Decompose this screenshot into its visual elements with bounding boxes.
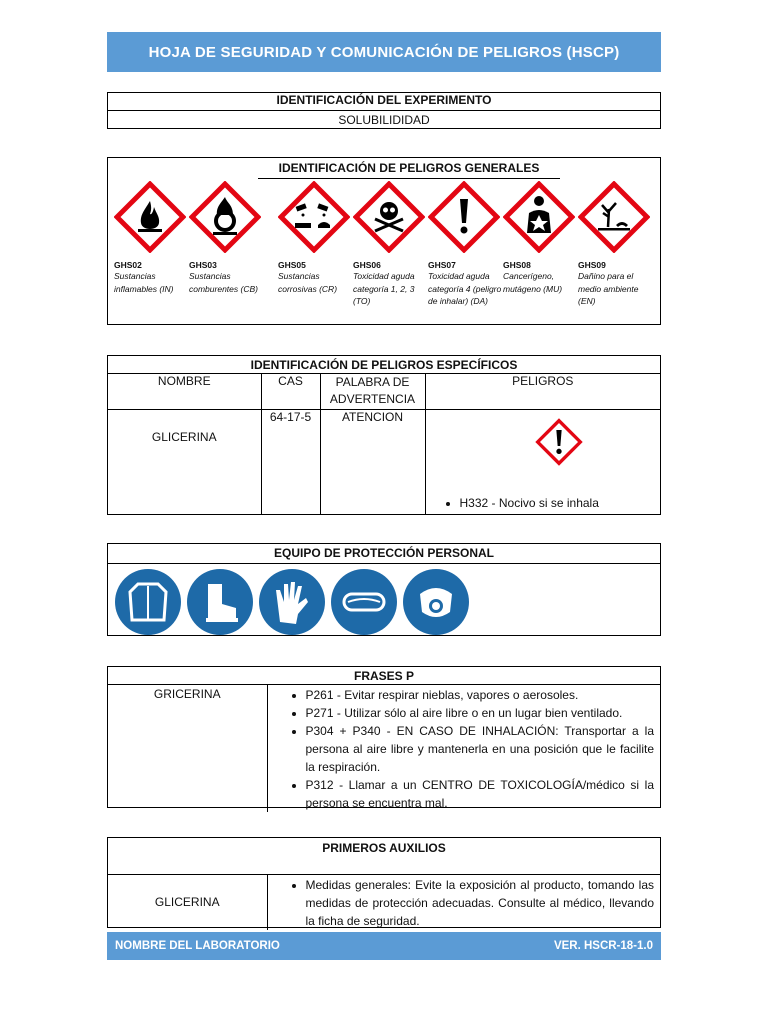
ghs-item xyxy=(189,181,278,308)
ghs-desc: Sustancias comburentes (CB) xyxy=(189,271,258,294)
safety-boot-icon xyxy=(186,568,254,636)
p-phrase-item: • P312 - Llamar a un CENTRO DE TOXICOLOGÍA/médico si la persona se encuentra mal. xyxy=(306,776,655,812)
skull-crossbones-icon xyxy=(353,181,425,253)
ghs-item xyxy=(278,181,353,308)
specific-hazards-section xyxy=(107,355,661,515)
ghs-item xyxy=(114,181,189,308)
ghs-desc: Toxicidad aguda categoría 4 (peligro de inhalar) (DA) xyxy=(428,271,502,306)
hazards-cell xyxy=(425,409,660,514)
ghs-code: GHS09 xyxy=(578,260,606,270)
ghs-item xyxy=(578,181,653,308)
flame-over-circle-icon xyxy=(189,181,261,253)
ghs-code: GHS02 xyxy=(114,260,142,270)
ppe-heading: EQUIPO DE PROTECCIÓN PERSONAL xyxy=(108,544,660,564)
glove-icon xyxy=(258,568,326,636)
general-hazards-heading: IDENTIFICACIÓN DE PELIGROS GENERALES xyxy=(258,158,560,179)
ghs-desc: Toxicidad aguda categoría 1, 2, 3 (TO) xyxy=(353,271,415,306)
first-aid-substance: GLICERINA xyxy=(108,874,267,930)
footer-version: VER. HSCR-18-1.0 xyxy=(553,940,653,952)
exclamation-mark-icon xyxy=(428,181,500,253)
corrosion-icon xyxy=(278,181,350,253)
p-phrases-list xyxy=(272,686,655,812)
p-phrase-item: • P271 - Utilizar sólo al aire libre o en un lugar bien ventilado. xyxy=(306,704,655,722)
ghs-desc: Dañino para el medio ambiente (EN) xyxy=(578,271,639,306)
ghs-pictogram-row xyxy=(108,181,660,308)
experiment-section xyxy=(107,92,661,129)
environment-icon xyxy=(578,181,650,253)
ghs-desc: Sustancias corrosivas (CR) xyxy=(278,271,338,294)
ghs-code: GHS08 xyxy=(503,260,531,270)
p-phrases-heading: FRASES P xyxy=(108,667,660,684)
hazard-list xyxy=(426,494,599,512)
col-header-palabra: PALABRA DE ADVERTENCIA xyxy=(320,373,425,409)
goggles-icon xyxy=(330,568,398,636)
exclamation-mark-icon xyxy=(535,418,583,466)
p-phrases-section xyxy=(107,666,661,808)
p-phrase-item: • P304 + P340 - EN CASO DE INHALACIÓN: Transportar a la persona al aire libre y mantenerla en una posición que le facilite la respiración. xyxy=(306,722,655,776)
ghs-item xyxy=(353,181,428,308)
footer-banner xyxy=(107,932,661,960)
specific-hazards-heading: IDENTIFICACIÓN DE PELIGROS ESPECÍFICOS xyxy=(108,356,660,373)
flame-icon xyxy=(114,181,186,253)
page-title: HOJA DE SEGURIDAD Y COMUNICACIÓN DE PELIGROS (HSCP) xyxy=(148,43,620,61)
ghs-desc: Cancerígeno, mutágeno (MU) xyxy=(503,271,563,294)
p-phrase-item: • P261 - Evitar respirar nieblas, vapores o aerosoles. xyxy=(306,686,655,704)
ghs-item xyxy=(428,181,503,308)
ghs-code: GHS03 xyxy=(189,260,217,270)
p-phrases-substance: GRICERINA xyxy=(108,684,267,812)
signal-word: ATENCION xyxy=(320,409,425,514)
general-hazards-section xyxy=(107,157,661,325)
col-header-peligros: PELIGROS xyxy=(425,373,660,409)
respirator-icon xyxy=(402,568,470,636)
experiment-name: SOLUBILIDIDAD xyxy=(108,110,660,128)
ghs-item xyxy=(503,181,578,308)
col-header-nombre: NOMBRE xyxy=(108,373,261,409)
footer-lab-name: NOMBRE DEL LABORATORIO xyxy=(115,940,280,952)
substance-name: GLICERINA xyxy=(108,409,261,514)
page-title-banner xyxy=(107,32,661,72)
first-aid-section xyxy=(107,837,661,928)
ghs-desc: Sustancias inflamables (IN) xyxy=(114,271,174,294)
lab-coat-icon xyxy=(114,568,182,636)
cas-number: 64-17-5 xyxy=(261,409,320,514)
ppe-section xyxy=(107,543,661,636)
first-aid-item: • Medidas generales: Evite la exposición al producto, tomando las medidas de protección adecuadas. Consulte al médico, llevando la ficha de seguridad. xyxy=(306,876,655,930)
ghs-code: GHS06 xyxy=(353,260,381,270)
ghs-code: GHS05 xyxy=(278,260,306,270)
first-aid-heading: PRIMEROS AUXILIOS xyxy=(108,838,660,874)
hazard-statement: • H332 - Nocivo si se inhala xyxy=(460,494,599,512)
ppe-icon-row xyxy=(108,564,660,640)
health-hazard-icon xyxy=(503,181,575,253)
first-aid-list xyxy=(272,876,655,930)
ghs-code: GHS07 xyxy=(428,260,456,270)
experiment-heading: IDENTIFICACIÓN DEL EXPERIMENTO xyxy=(108,93,660,110)
col-header-cas: CAS xyxy=(261,373,320,409)
